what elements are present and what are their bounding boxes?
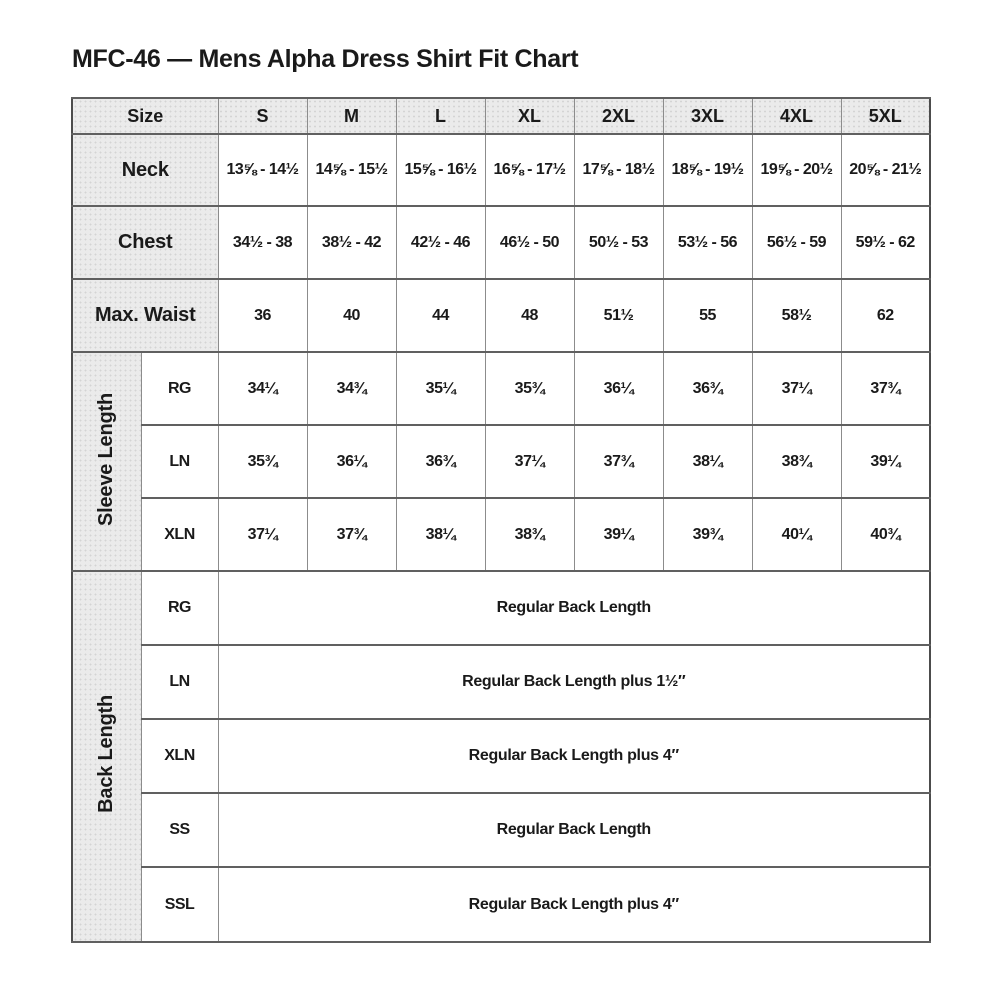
sleeve-ln-value-cell: 38¾ — [752, 425, 841, 498]
size-column-header: S — [218, 98, 307, 134]
sleeve-rg-value-cell: 34¾ — [307, 352, 396, 425]
sleeve-xln-value-cell: 40¾ — [841, 498, 930, 571]
chest-value-cell: 50½ - 53 — [574, 206, 663, 279]
chest-value-cell: 53½ - 56 — [663, 206, 752, 279]
sleeve-xln-value-cell: 39¼ — [574, 498, 663, 571]
waist-value-cell: 40 — [307, 279, 396, 352]
size-column-header: M — [307, 98, 396, 134]
chest-row-label: Chest — [72, 206, 218, 279]
back-xln-description: Regular Back Length plus 4″ — [218, 719, 930, 793]
neck-row-label: Neck — [72, 134, 218, 206]
sleeve-length-section-label-cell — [72, 352, 141, 571]
sleeve-xln-value-cell: 37¼ — [218, 498, 307, 571]
max-waist-row — [72, 279, 930, 352]
waist-value-cell: 48 — [485, 279, 574, 352]
page-title: MFC-46 — Mens Alpha Dress Shirt Fit Chart — [72, 45, 579, 73]
back-length-section-label: Back Length — [95, 695, 118, 813]
back-length-section-label-cell — [72, 571, 141, 942]
chest-value-cell: 46½ - 50 — [485, 206, 574, 279]
size-column-header: 3XL — [663, 98, 752, 134]
back-rg-row — [72, 571, 930, 645]
sleeve-ln-value-cell: 37¾ — [574, 425, 663, 498]
neck-value-cell: 18⅝ - 19½ — [663, 134, 752, 206]
sleeve-ln-row — [72, 425, 930, 498]
sleeve-xln-value-cell: 40¼ — [752, 498, 841, 571]
sleeve-xln-value-cell: 39¾ — [663, 498, 752, 571]
neck-row — [72, 134, 930, 206]
neck-value-cell: 15⅝ - 16½ — [396, 134, 485, 206]
neck-value-cell: 13⅝ - 14½ — [218, 134, 307, 206]
back-ln-label: LN — [141, 645, 218, 719]
size-column-header: 5XL — [841, 98, 930, 134]
chest-value-cell: 42½ - 46 — [396, 206, 485, 279]
waist-value-cell: 62 — [841, 279, 930, 352]
sleeve-rg-label: RG — [141, 352, 218, 425]
back-ln-row — [72, 645, 930, 719]
sleeve-length-section-label: Sleeve Length — [95, 392, 118, 526]
back-ss-label: SS — [141, 793, 218, 867]
chest-value-cell: 38½ - 42 — [307, 206, 396, 279]
sleeve-xln-value-cell: 38¾ — [485, 498, 574, 571]
size-column-header: XL — [485, 98, 574, 134]
sleeve-rg-value-cell: 35¾ — [485, 352, 574, 425]
sleeve-ln-value-cell: 36¼ — [307, 425, 396, 498]
fit-chart-table — [71, 97, 931, 943]
waist-value-cell: 36 — [218, 279, 307, 352]
neck-value-cell: 17⅝ - 18½ — [574, 134, 663, 206]
sleeve-rg-value-cell: 36¼ — [574, 352, 663, 425]
back-ssl-description: Regular Back Length plus 4″ — [218, 867, 930, 942]
back-xln-row — [72, 719, 930, 793]
sleeve-xln-label: XLN — [141, 498, 218, 571]
sleeve-rg-value-cell: 34¼ — [218, 352, 307, 425]
back-ss-description: Regular Back Length — [218, 793, 930, 867]
sleeve-xln-value-cell: 38¼ — [396, 498, 485, 571]
sleeve-ln-value-cell: 39¼ — [841, 425, 930, 498]
sleeve-ln-value-cell: 35¾ — [218, 425, 307, 498]
back-ssl-row — [72, 867, 930, 942]
header-row — [72, 98, 930, 134]
sleeve-rg-value-cell: 37¾ — [841, 352, 930, 425]
waist-value-cell: 55 — [663, 279, 752, 352]
sleeve-rg-value-cell: 36¾ — [663, 352, 752, 425]
waist-value-cell: 44 — [396, 279, 485, 352]
back-rg-description: Regular Back Length — [218, 571, 930, 645]
sleeve-rg-row — [72, 352, 930, 425]
chest-row — [72, 206, 930, 279]
neck-value-cell: 19⅝ - 20½ — [752, 134, 841, 206]
sleeve-ln-value-cell: 37¼ — [485, 425, 574, 498]
back-xln-label: XLN — [141, 719, 218, 793]
back-ln-description: Regular Back Length plus 1½″ — [218, 645, 930, 719]
size-column-header: 2XL — [574, 98, 663, 134]
size-header-cell: Size — [72, 98, 218, 134]
back-ss-row — [72, 793, 930, 867]
sleeve-xln-row — [72, 498, 930, 571]
max-waist-row-label: Max. Waist — [72, 279, 218, 352]
waist-value-cell: 58½ — [752, 279, 841, 352]
sleeve-ln-label: LN — [141, 425, 218, 498]
back-rg-label: RG — [141, 571, 218, 645]
sleeve-ln-value-cell: 38¼ — [663, 425, 752, 498]
chest-value-cell: 59½ - 62 — [841, 206, 930, 279]
chest-value-cell: 56½ - 59 — [752, 206, 841, 279]
size-column-header: L — [396, 98, 485, 134]
neck-value-cell: 20⅝ - 21½ — [841, 134, 930, 206]
sleeve-xln-value-cell: 37¾ — [307, 498, 396, 571]
chest-value-cell: 34½ - 38 — [218, 206, 307, 279]
neck-value-cell: 14⅝ - 15½ — [307, 134, 396, 206]
waist-value-cell: 51½ — [574, 279, 663, 352]
sleeve-rg-value-cell: 37¼ — [752, 352, 841, 425]
size-column-header: 4XL — [752, 98, 841, 134]
neck-value-cell: 16⅝ - 17½ — [485, 134, 574, 206]
sleeve-rg-value-cell: 35¼ — [396, 352, 485, 425]
back-ssl-label: SSL — [141, 867, 218, 942]
sleeve-ln-value-cell: 36¾ — [396, 425, 485, 498]
